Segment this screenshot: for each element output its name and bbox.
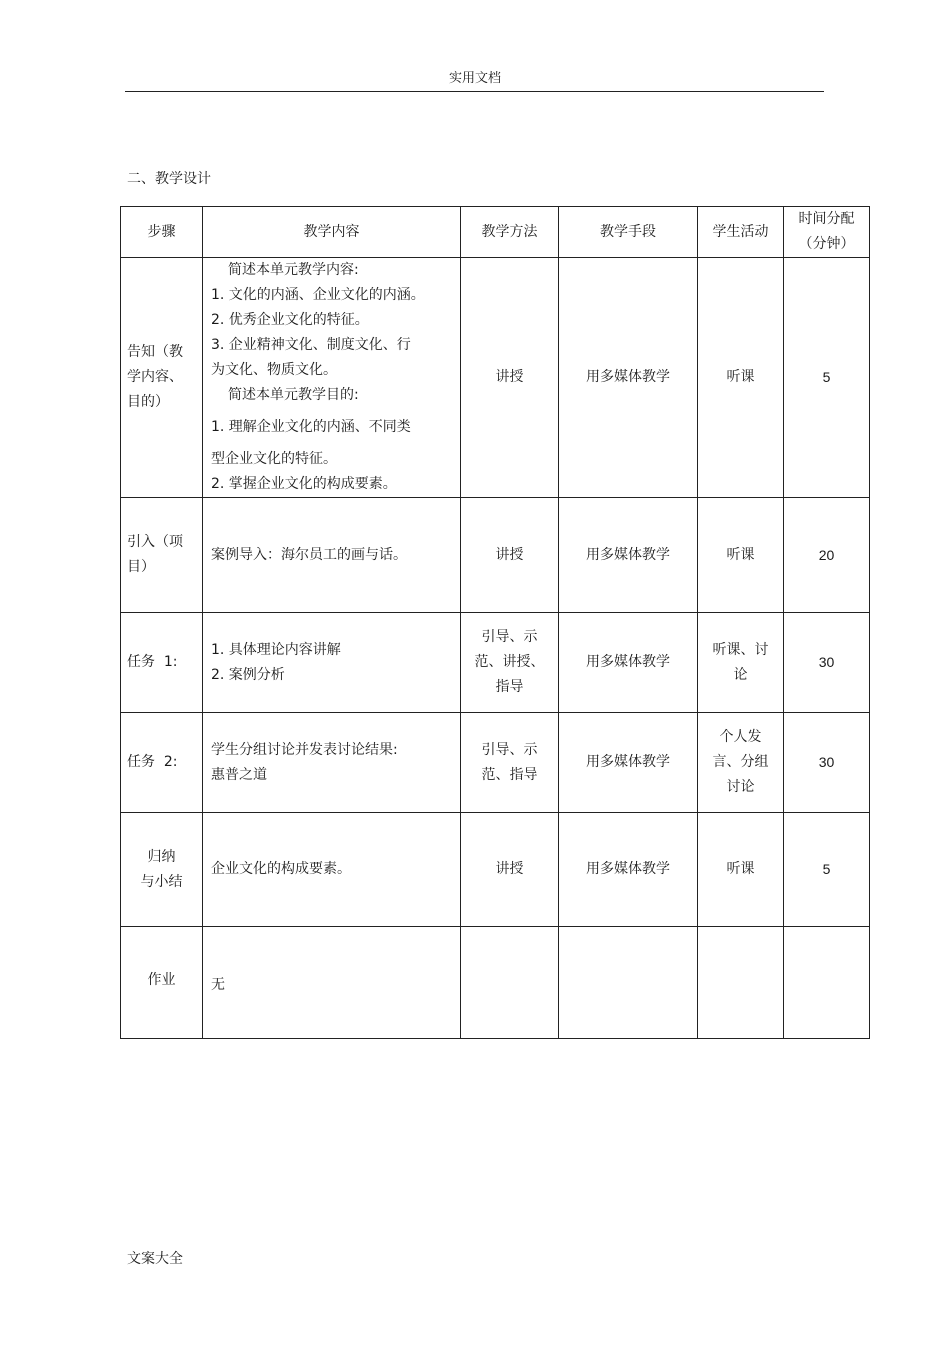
method-line: 范、讲授、 bbox=[474, 654, 545, 670]
step-cell bbox=[121, 927, 203, 1039]
method-line: 讲授 bbox=[495, 861, 524, 877]
activity-line: 论 bbox=[733, 666, 748, 683]
content-line: 1. 理解企业文化的内涵、不同类 bbox=[211, 419, 411, 435]
table-header-row bbox=[121, 207, 870, 258]
table-row bbox=[121, 613, 870, 713]
step-cell bbox=[121, 613, 203, 713]
content-line: 案例导入：海尔员工的画与话。 bbox=[211, 546, 407, 563]
step-cell bbox=[121, 498, 203, 613]
header-time bbox=[784, 207, 870, 258]
content-cell bbox=[203, 258, 461, 498]
step-line: 告知（教 bbox=[127, 344, 183, 360]
activity-cell bbox=[698, 498, 784, 613]
method-line: 讲授 bbox=[495, 546, 524, 563]
header-step: 步骤 bbox=[121, 207, 203, 258]
means-cell: 用多媒体教学 bbox=[559, 258, 698, 498]
means-cell: 用多媒体教学 bbox=[559, 813, 698, 927]
content-line: 无 bbox=[211, 976, 225, 993]
content-cell bbox=[203, 713, 461, 813]
content-cell bbox=[203, 927, 461, 1039]
content-line: 为文化、物质文化。 bbox=[211, 362, 337, 378]
teaching-design-table bbox=[120, 206, 870, 1039]
page-header-title: 实用文档 bbox=[448, 71, 501, 86]
header-activity: 学生活动 bbox=[698, 207, 784, 258]
time-cell: 30 bbox=[784, 713, 870, 813]
content-line: 学生分组讨论并发表讨论结果: bbox=[211, 741, 398, 758]
time-cell: 5 bbox=[784, 813, 870, 927]
content-line: 1. 具体理论内容讲解 bbox=[211, 641, 341, 658]
header-method: 教学方法 bbox=[461, 207, 559, 258]
step-cell bbox=[121, 713, 203, 813]
activity-line: 听课、讨 bbox=[712, 641, 769, 658]
activity-line: 听课 bbox=[726, 546, 755, 563]
time-cell: 20 bbox=[784, 498, 870, 613]
activity-cell bbox=[698, 813, 784, 927]
content-cell bbox=[203, 813, 461, 927]
method-cell bbox=[461, 498, 559, 613]
header-content: 教学内容 bbox=[203, 207, 461, 258]
method-cell bbox=[461, 258, 559, 498]
step-line: 与小结 bbox=[140, 873, 183, 890]
activity-line: 个人发 bbox=[719, 729, 762, 745]
activity-line: 言、分组 bbox=[712, 754, 769, 770]
content-line: 简述本单元教学内容: bbox=[228, 262, 359, 278]
table-row bbox=[121, 713, 870, 813]
means-cell: 用多媒体教学 bbox=[559, 713, 698, 813]
method-cell bbox=[461, 613, 559, 713]
method-line: 范、指导 bbox=[481, 766, 538, 783]
content-line: 2. 掌握企业文化的构成要素。 bbox=[211, 476, 397, 492]
activity-cell bbox=[698, 927, 784, 1039]
step-line: 目） bbox=[127, 559, 155, 575]
table-row bbox=[121, 498, 870, 613]
page-footer-text: 文案大全 bbox=[127, 1251, 183, 1267]
step-line: 任务 1: bbox=[127, 654, 178, 670]
method-line: 指导 bbox=[495, 679, 524, 695]
means-cell bbox=[559, 927, 698, 1039]
method-cell bbox=[461, 713, 559, 813]
method-cell bbox=[461, 927, 559, 1039]
method-line: 讲授 bbox=[495, 369, 524, 385]
content-line: 1. 文化的内涵、企业文化的内涵。 bbox=[211, 287, 425, 303]
table-row bbox=[121, 813, 870, 927]
step-line: 作业 bbox=[147, 971, 176, 988]
content-line: 惠普之道 bbox=[211, 766, 267, 783]
section-title: 二、教学设计 bbox=[127, 171, 211, 187]
header-time-line1: 时间分配 bbox=[798, 211, 855, 227]
activity-cell bbox=[698, 713, 784, 813]
header-divider bbox=[125, 91, 824, 92]
method-cell bbox=[461, 813, 559, 927]
content-line: 简述本单元教学目的: bbox=[228, 387, 359, 403]
step-cell bbox=[121, 258, 203, 498]
content-line: 企业文化的构成要素。 bbox=[211, 861, 351, 877]
content-line: 3. 企业精神文化、制度文化、行 bbox=[211, 337, 411, 353]
header-time-line2: （分钟） bbox=[798, 236, 855, 252]
activity-line: 讨论 bbox=[726, 779, 755, 795]
table-row bbox=[121, 258, 870, 498]
step-cell bbox=[121, 813, 203, 927]
method-line: 引导、示 bbox=[481, 629, 538, 645]
content-cell bbox=[203, 498, 461, 613]
step-line: 学内容、 bbox=[127, 369, 183, 385]
content-line: 2. 案例分析 bbox=[211, 666, 285, 683]
time-cell: 5 bbox=[784, 258, 870, 498]
content-line: 2. 优秀企业文化的特征。 bbox=[211, 312, 369, 328]
step-line: 任务 2: bbox=[127, 754, 178, 770]
activity-line: 听课 bbox=[726, 861, 755, 877]
means-cell: 用多媒体教学 bbox=[559, 613, 698, 713]
time-cell bbox=[784, 927, 870, 1039]
activity-line: 听课 bbox=[726, 369, 755, 385]
header-means: 教学手段 bbox=[559, 207, 698, 258]
step-line: 引入（项 bbox=[127, 534, 183, 550]
table-row bbox=[121, 927, 870, 1039]
content-cell bbox=[203, 613, 461, 713]
means-cell: 用多媒体教学 bbox=[559, 498, 698, 613]
method-line: 引导、示 bbox=[481, 741, 538, 758]
step-line: 归纳 bbox=[147, 848, 176, 865]
content-line: 型企业文化的特征。 bbox=[211, 451, 337, 467]
step-line: 目的） bbox=[127, 394, 169, 410]
activity-cell bbox=[698, 258, 784, 498]
activity-cell bbox=[698, 613, 784, 713]
time-cell: 30 bbox=[784, 613, 870, 713]
